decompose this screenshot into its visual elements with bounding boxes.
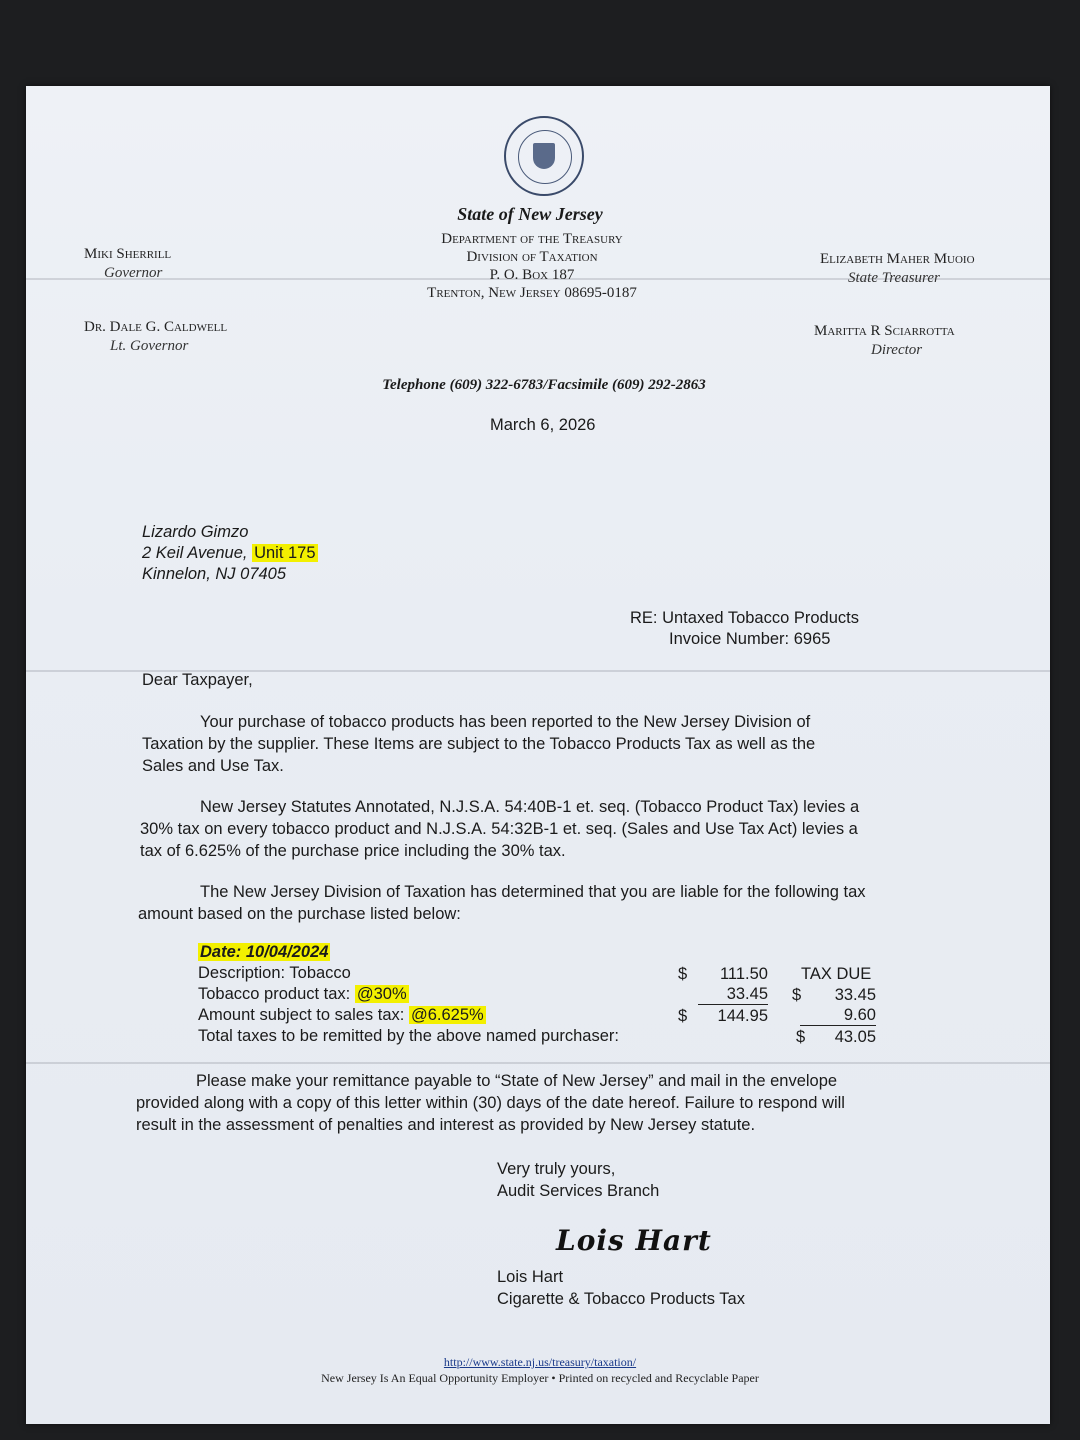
- tobacco-tax-label: Tobacco product tax: @30%: [198, 985, 407, 1003]
- recipient-name: Lizardo Gimzo: [142, 523, 249, 541]
- subject-amount: 144.95: [717, 1007, 768, 1025]
- director-title: Director: [871, 342, 923, 358]
- telephone-line: Telephone (609) 322-6783/Facsimile (609) 292-2863: [382, 377, 706, 393]
- description-label: Description: Tobacco: [198, 964, 351, 982]
- branch-name: Audit Services Branch: [497, 1182, 660, 1200]
- dollar-sign: $: [678, 1007, 688, 1025]
- footer-notice: New Jersey Is An Equal Opportunity Employer • Printed on recycled and Recyclable Paper: [321, 1371, 759, 1385]
- closing-block: [497, 1158, 659, 1202]
- signer-title: Cigarette & Tobacco Products Tax: [497, 1290, 745, 1308]
- tobacco-tax-rate: @30%: [356, 985, 407, 1003]
- signer-name: Lois Hart: [497, 1268, 564, 1286]
- lt-governor-title: Lt. Governor: [110, 338, 189, 354]
- purchase-amount: 111.50: [719, 965, 768, 983]
- paragraph-3: The New Jersey Division of Taxation has determined that you are liable for the following tax amount based on the purchase listed below:: [138, 883, 866, 923]
- governor-name: Miki Sherrill: [84, 246, 172, 262]
- signature: Lois Hart: [556, 1224, 712, 1257]
- tobacco-tax-due: 33.45: [834, 986, 876, 1004]
- recipient-city: Kinnelon, NJ 07405: [142, 565, 287, 583]
- recipient-unit: Unit 175: [254, 544, 316, 562]
- total-label: Total taxes to be remitted by the above named purchaser:: [198, 1027, 619, 1045]
- dollar-sign: $: [796, 1028, 806, 1046]
- treasury-link[interactable]: http://www.state.nj.us/treasury/taxation/: [443, 1355, 637, 1369]
- recipient-address: [142, 522, 318, 585]
- re-subject: RE: Untaxed Tobacco Products: [630, 609, 859, 627]
- total-due: 43.05: [834, 1028, 876, 1046]
- paragraph-4: Please make your remittance payable to “State of New Jersey” and mail in the envelope provided along with a copy of this letter within (30) days of the date hereof. Failure to respond will result in the assessment of penalties and interest as provided by New Jersey statute.: [136, 1072, 845, 1134]
- director-name: Maritta R Sciarrotta: [814, 323, 955, 339]
- tax-table-labels: [198, 942, 619, 1047]
- purchase-date: Date: 10/04/2024: [200, 943, 329, 961]
- po-box: P. O. Box 187: [489, 267, 575, 283]
- sales-tax-label: Amount subject to sales tax: @6.625%: [198, 1006, 484, 1024]
- paper-fold: [26, 1062, 1050, 1064]
- division-name: Division of Taxation: [466, 249, 598, 265]
- state-seal-icon: [504, 116, 584, 196]
- dollar-sign: $: [792, 986, 802, 1004]
- sales-tax-rate: @6.625%: [410, 1006, 484, 1024]
- state-name: State of New Jersey: [457, 204, 603, 224]
- sales-tax-due: 9.60: [800, 1005, 876, 1026]
- recipient-street: 2 Keil Avenue, Unit 175: [142, 544, 316, 562]
- city-address: Trenton, New Jersey 08695-0187: [427, 285, 637, 301]
- salutation: Dear Taxpayer,: [142, 671, 253, 689]
- treasurer-title: State Treasurer: [848, 270, 940, 286]
- letter-page: [26, 86, 1050, 1424]
- dollar-sign: $: [678, 965, 688, 983]
- letter-date: March 6, 2026: [490, 416, 596, 434]
- lt-governor-name: Dr. Dale G. Caldwell: [84, 319, 228, 335]
- closing-line: Very truly yours,: [497, 1160, 616, 1178]
- signer-block: [497, 1266, 745, 1310]
- tobacco-tax-amount: 33.45: [698, 984, 768, 1005]
- treasurer-name: Elizabeth Maher Muoio: [820, 251, 975, 267]
- paragraph-1: Your purchase of tobacco products has been reported to the New Jersey Division of Taxation by the supplier. These Items are subject to the Tobacco Products Tax as well as the Sales and Use Tax.: [142, 713, 816, 775]
- tax-due-header: TAX DUE: [801, 965, 872, 983]
- paragraph-2: New Jersey Statutes Annotated, N.J.S.A. 54:40B-1 et. seq. (Tobacco Product Tax) levies a 30% tax on every tobacco product and N.J.S.A. 54:32B-1 et. seq. (Sales and Use Tax Act) levies a tax of 6.625% of the purchase price including the 30% tax.: [140, 798, 860, 860]
- department-name: Department of the Treasury: [441, 231, 623, 247]
- governor-title: Governor: [104, 265, 163, 281]
- invoice-number: Invoice Number: 6965: [669, 630, 831, 648]
